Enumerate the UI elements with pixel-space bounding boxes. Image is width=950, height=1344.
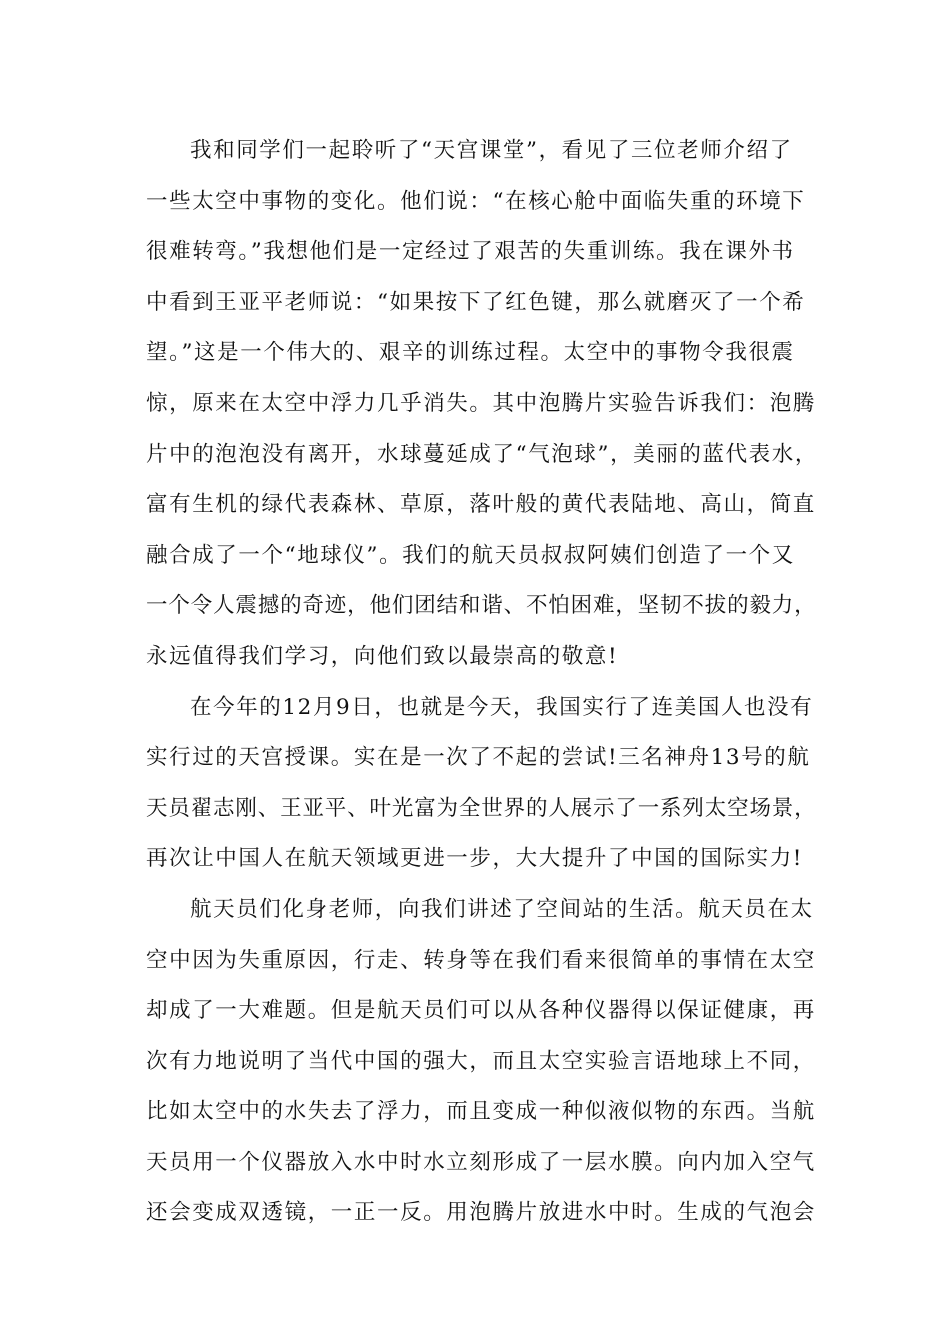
text-line: 再次让中国人在航天领域更进一步，大大提升了中国的国际实力! [146,846,804,872]
essay-body [146,126,822,1239]
text-line: 一个令人震撼的奇迹，他们团结和谐、不怕困难，坚韧不拔的毅力， [146,593,817,619]
text-line: 一些太空中事物的变化。他们说：“在核心舱中面临失重的环境下 [146,188,806,214]
text-line: 实行过的天宫授课。实在是一次了不起的尝试!三名神舟13号的航 [146,745,811,771]
text-line: 比如太空中的水失去了浮力，而且变成一种似液似物的东西。当航 [146,1099,816,1125]
text-line: 空中因为失重原因，行走、转身等在我们看来很简单的事情在太空 [146,947,816,973]
text-line: 还会变成双透镜，一正一反。用泡腾片放进水中时。生成的气泡会 [146,1200,816,1226]
text-line: 很难转弯。”我想他们是一定经过了艰苦的失重训练。我在课外书 [146,239,795,265]
text-line: 望。”这是一个伟大的、艰辛的训练过程。太空中的事物令我很震 [146,340,795,366]
text-line: 次有力地说明了当代中国的强大，而且太空实验言语地球上不同， [146,1048,816,1074]
paragraph-first-line: 在今年的12月9日，也就是今天，我国实行了连美国人也没有 [190,694,814,720]
text-line: 中看到王亚平老师说：“如果按下了红色键，那么就磨灭了一个希 [146,289,806,315]
text-line: 却成了一大难题。但是航天员们可以从各种仪器得以保证健康，再 [146,998,816,1024]
text-line: 天员用一个仪器放入水中时水立刻形成了一层水膜。向内加入空气 [146,1149,816,1175]
text-line: 融合成了一个“地球仪”。我们的航天员叔叔阿姨们创造了一个又 [146,542,795,568]
text-line: 富有生机的绿代表森林、草原，落叶般的黄代表陆地、高山，简直 [146,492,816,518]
paragraph-first-line: 我和同学们一起聆听了“天宫课堂”，看见了三位老师介绍了 [190,138,793,163]
text-line: 天员翟志刚、王亚平、叶光富为全世界的人展示了一系列太空场景， [146,795,817,821]
text-line: 永远值得我们学习，向他们致以最崇高的敬意! [146,643,619,669]
text-line: 片中的泡泡没有离开，水球蔓延成了“气泡球”，美丽的蓝代表水， [146,441,818,467]
text-line: 惊，原来在太空中浮力几乎消失。其中泡腾片实验告诉我们：泡腾 [146,390,816,416]
paragraph-first-line: 航天员们化身老师，向我们讲述了空间站的生活。航天员在太 [190,896,814,922]
